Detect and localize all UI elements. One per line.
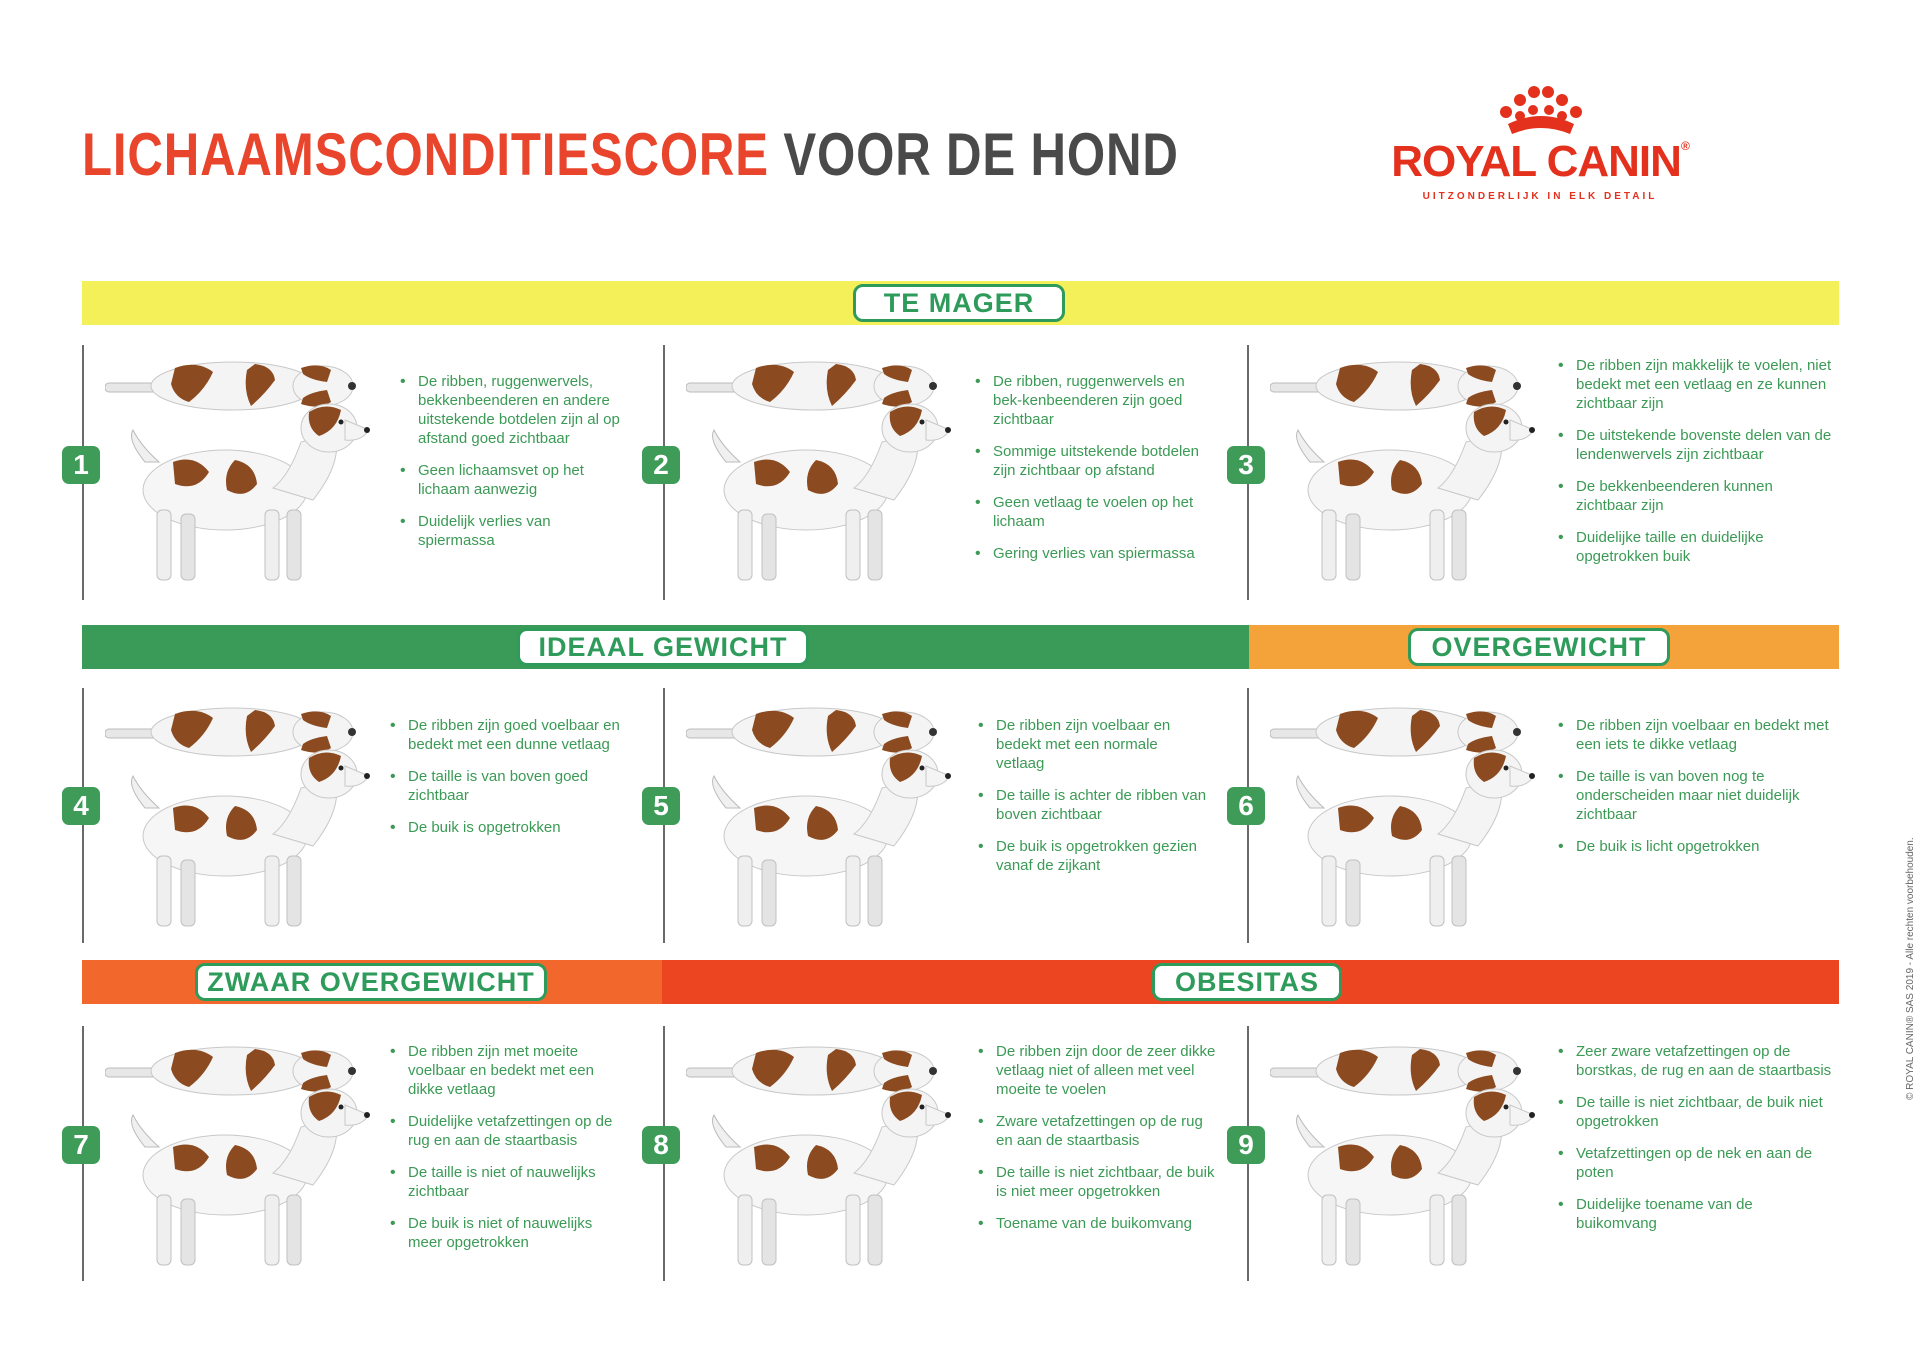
score-4-points	[390, 716, 620, 850]
dog-illustration-5	[686, 696, 956, 946]
score-point: • De ribben zijn met moeite voelbaar en bedekt met een dikke vetlaag	[390, 1042, 620, 1099]
dog-illustration-6	[1270, 696, 1540, 946]
score-point: • De taille is achter de ribben van boven zichtbaar	[978, 786, 1208, 824]
label-zwaar-overgewicht: ZWAAR OVERGEWICHT	[195, 963, 547, 1001]
dog-illustration-8	[686, 1035, 956, 1285]
score-point: • De ribben zijn voelbaar en bedekt met een iets te dikke vetlaag	[1558, 716, 1833, 754]
score-number-1: 1	[62, 446, 100, 484]
score-point: • De ribben zijn voelbaar en bedekt met een normale vetlaag	[978, 716, 1208, 773]
dog-illustration-4	[105, 696, 375, 946]
score-8-points	[978, 1042, 1218, 1246]
score-9-points	[1558, 1042, 1833, 1246]
score-point: • De taille is van boven nog te onderscheiden maar niet duidelijk zichtbaar	[1558, 767, 1833, 824]
score-point: • De buik is opgetrokken	[390, 818, 620, 837]
score-point: • Toename van de buikomvang	[978, 1214, 1218, 1233]
score-2-points	[975, 372, 1205, 576]
score-point: • Gering verlies van spiermassa	[975, 544, 1205, 563]
score-point: • Sommige uitstekende botdelen zijn zichtbaar op afstand	[975, 442, 1205, 480]
score-point: • De bekkenbeenderen kunnen zichtbaar zijn	[1558, 477, 1833, 515]
dog-illustration-3	[1270, 350, 1540, 600]
score-point: • Duidelijke toename van de buikomvang	[1558, 1195, 1833, 1233]
score-point: • Vetafzettingen op de nek en aan de poten	[1558, 1144, 1833, 1182]
brand-name: ROYAL CANIN®	[1391, 137, 1689, 186]
score-point: • De buik is licht opgetrokken	[1558, 837, 1833, 856]
score-point: • Zware vetafzettingen op de rug en aan de staartbasis	[978, 1112, 1218, 1150]
score-point: • De taille is niet zichtbaar, de buik niet opgetrokken	[1558, 1093, 1833, 1131]
score-5-points	[978, 716, 1208, 888]
score-point: • De ribben zijn makkelijk te voelen, niet bedekt met een vetlaag en ze kunnen zichtbaar zijn	[1558, 356, 1833, 413]
score-number-3: 3	[1227, 446, 1265, 484]
score-number-2: 2	[642, 446, 680, 484]
label-te-mager: TE MAGER	[853, 284, 1065, 322]
title-part-2: VOOR DE HOND	[783, 121, 1179, 188]
score-point: • Duidelijk verlies van spiermassa	[400, 512, 630, 550]
score-point: • De taille is niet of nauwelijks zichtbaar	[390, 1163, 620, 1201]
label-ideaal-gewicht: IDEAAL GEWICHT	[517, 628, 809, 666]
score-point: • Geen vetlaag te voelen op het lichaam	[975, 493, 1205, 531]
dog-illustration-2	[686, 350, 956, 600]
brand-tagline: UITZONDERLIJK IN ELK DETAIL	[1422, 191, 1658, 202]
score-3-points	[1558, 356, 1833, 579]
title-part-1: LICHAAMSCONDITIESCORE	[82, 121, 769, 188]
score-number-5: 5	[642, 787, 680, 825]
score-point: • Zeer zware vetafzettingen op de borstkas, de rug en aan de staartbasis	[1558, 1042, 1833, 1080]
label-obesitas: OBESITAS	[1152, 963, 1342, 1001]
score-number-6: 6	[1227, 787, 1265, 825]
score-point: • Geen lichaamsvet op het lichaam aanwezig	[400, 461, 630, 499]
score-point: • De ribben, ruggenwervels en bek-kenbeenderen zijn goed zichtbaar	[975, 372, 1205, 429]
score-point: • De uitstekende bovenste delen van de lendenwervels zijn zichtbaar	[1558, 426, 1833, 464]
score-number-4: 4	[62, 787, 100, 825]
score-point: • De buik is opgetrokken gezien vanaf de zijkant	[978, 837, 1208, 875]
crown-icon	[1390, 78, 1690, 140]
score-6-points	[1558, 716, 1833, 869]
score-point: • De buik is niet of nauwelijks meer opgetrokken	[390, 1214, 620, 1252]
page-title	[82, 121, 1179, 188]
score-point: • De taille is van boven goed zichtbaar	[390, 767, 620, 805]
score-7-points	[390, 1042, 620, 1265]
score-point: • De taille is niet zichtbaar, de buik is niet meer opgetrokken	[978, 1163, 1218, 1201]
dog-illustration-9	[1270, 1035, 1540, 1285]
score-number-7: 7	[62, 1126, 100, 1164]
score-point: • De ribben zijn door de zeer dikke vetlaag niet of alleen met veel moeite te voelen	[978, 1042, 1218, 1099]
label-overgewicht: OVERGEWICHT	[1408, 628, 1670, 666]
score-number-8: 8	[642, 1126, 680, 1164]
score-point: • De ribben zijn goed voelbaar en bedekt met een dunne vetlaag	[390, 716, 620, 754]
dog-illustration-7	[105, 1035, 375, 1285]
copyright-notice: © ROYAL CANIN® SAS 2019 - Alle rechten voorbehouden.	[1905, 837, 1916, 1100]
score-point: • Duidelijke vetafzettingen op de rug en aan de staartbasis	[390, 1112, 620, 1150]
score-number-9: 9	[1227, 1126, 1265, 1164]
dog-illustration-1	[105, 350, 375, 600]
score-point: • Duidelijke taille en duidelijke opgetrokken buik	[1558, 528, 1833, 566]
score-1-points	[400, 372, 630, 563]
royal-canin-logo	[1390, 78, 1690, 208]
score-point: • De ribben, ruggenwervels, bekkenbeenderen en andere uitstekende botdelen zijn al op afstand goed zichtbaar	[400, 372, 630, 448]
